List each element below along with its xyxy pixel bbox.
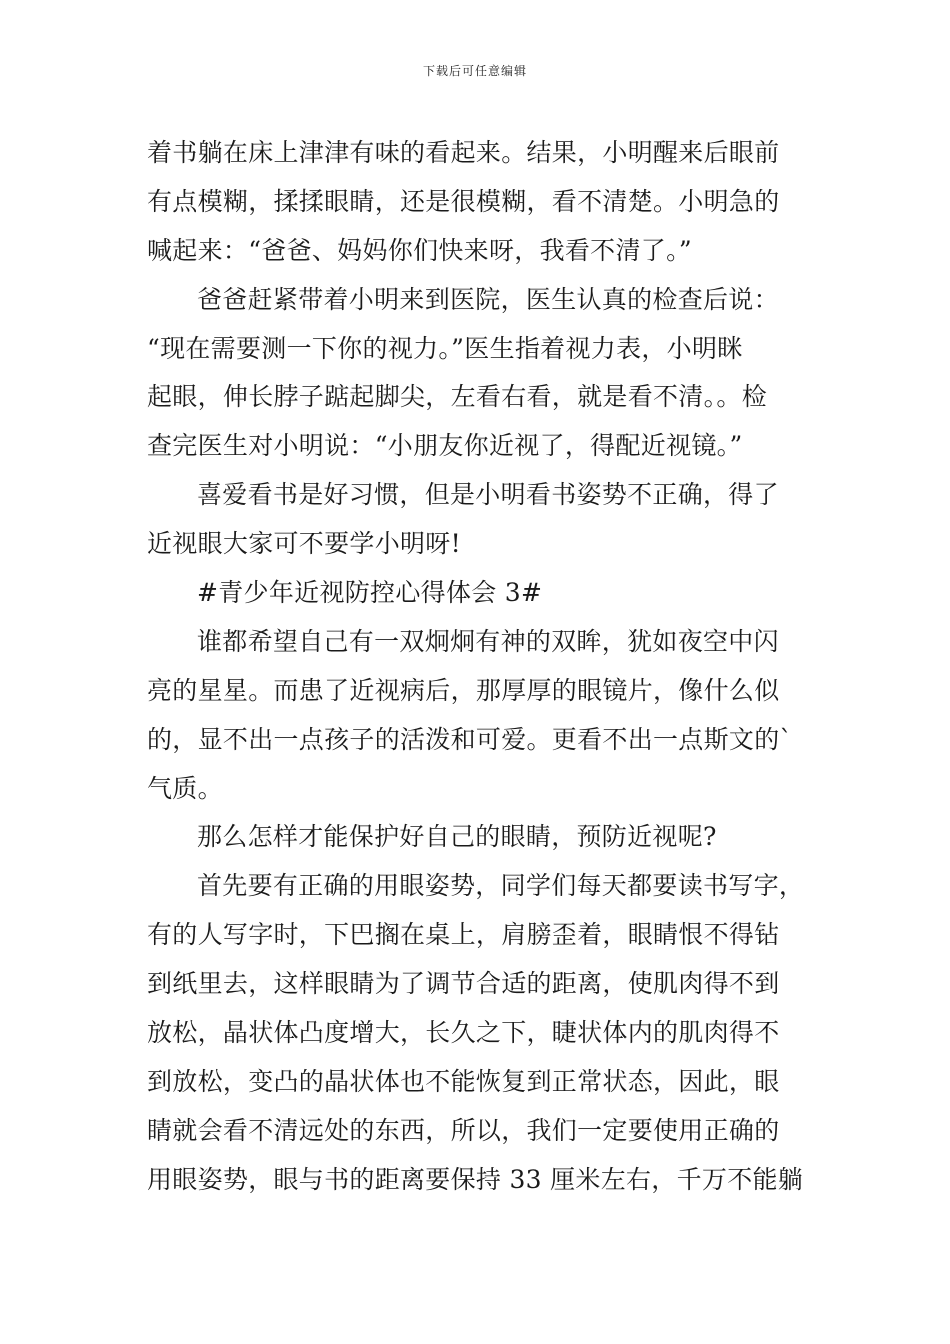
text-line: 有的人写字时，下巴搁在桌上，肩膀歪着，眼睛恨不得钻 bbox=[147, 920, 780, 950]
text-line: “现在需要测一下你的视力。”医生指着视力表，小明眯 bbox=[147, 333, 743, 363]
text-line: 查完医生对小明说：“小朋友你近视了，得配近视镜。” bbox=[147, 431, 743, 461]
text-line: 首先要有正确的用眼姿势，同学们每天都要读书写字， bbox=[197, 871, 805, 901]
text-line: 有点模糊，揉揉眼睛，还是很模糊，看不清楚。小明急的 bbox=[147, 186, 780, 216]
section-heading: #青少年近视防控心得体会 3# bbox=[197, 578, 543, 608]
text-line: 喊起来：“爸爸、妈妈你们快来呀，我看不清了。” bbox=[147, 235, 692, 265]
text-line: 到纸里去，这样眼睛为了调节合适的距离，使肌肉得不到 bbox=[147, 969, 780, 999]
text-line: 睛就会看不清远处的东西，所以，我们一定要使用正确的 bbox=[147, 1115, 780, 1145]
text-line: 用眼姿势，眼与书的距离要保持 33 厘米左右，千万不能躺 bbox=[147, 1164, 804, 1194]
text-line: 近视眼大家可不要学小明呀! bbox=[147, 529, 461, 559]
text-line: 着书躺在床上津津有味的看起来。结果，小明醒来后眼前 bbox=[147, 138, 780, 167]
text-line: 放松，晶状体凸度增大，长久之下，睫状体内的肌肉得不 bbox=[147, 1018, 780, 1048]
page-header: 下载后可任意编辑 bbox=[422, 64, 527, 78]
text-line: 的，显不出一点孩子的活泼和可爱。更看不出一点斯文的` bbox=[147, 724, 793, 754]
text-line: 那么怎样才能保护好自己的眼睛，预防近视呢? bbox=[197, 822, 717, 852]
text-line: 亮的星星。而患了近视病后，那厚厚的眼镜片，像什么似 bbox=[147, 675, 780, 705]
text-line: 谁都希望自己有一双炯炯有神的双眸，犹如夜空中闪 bbox=[197, 626, 779, 656]
text-line: 爸爸赶紧带着小明来到医院，医生认真的检查后说： bbox=[197, 284, 779, 314]
text-line: 喜爱看书是好习惯，但是小明看书姿势不正确，得了 bbox=[197, 480, 779, 510]
document-body bbox=[147, 129, 809, 1205]
text-line: 起眼，伸长脖子踮起脚尖，左看右看，就是看不清。。检 bbox=[147, 382, 768, 412]
text-line: 到放松，变凸的晶状体也不能恢复到正常状态，因此，眼 bbox=[147, 1066, 780, 1096]
text-line: 气质。 bbox=[147, 773, 223, 803]
